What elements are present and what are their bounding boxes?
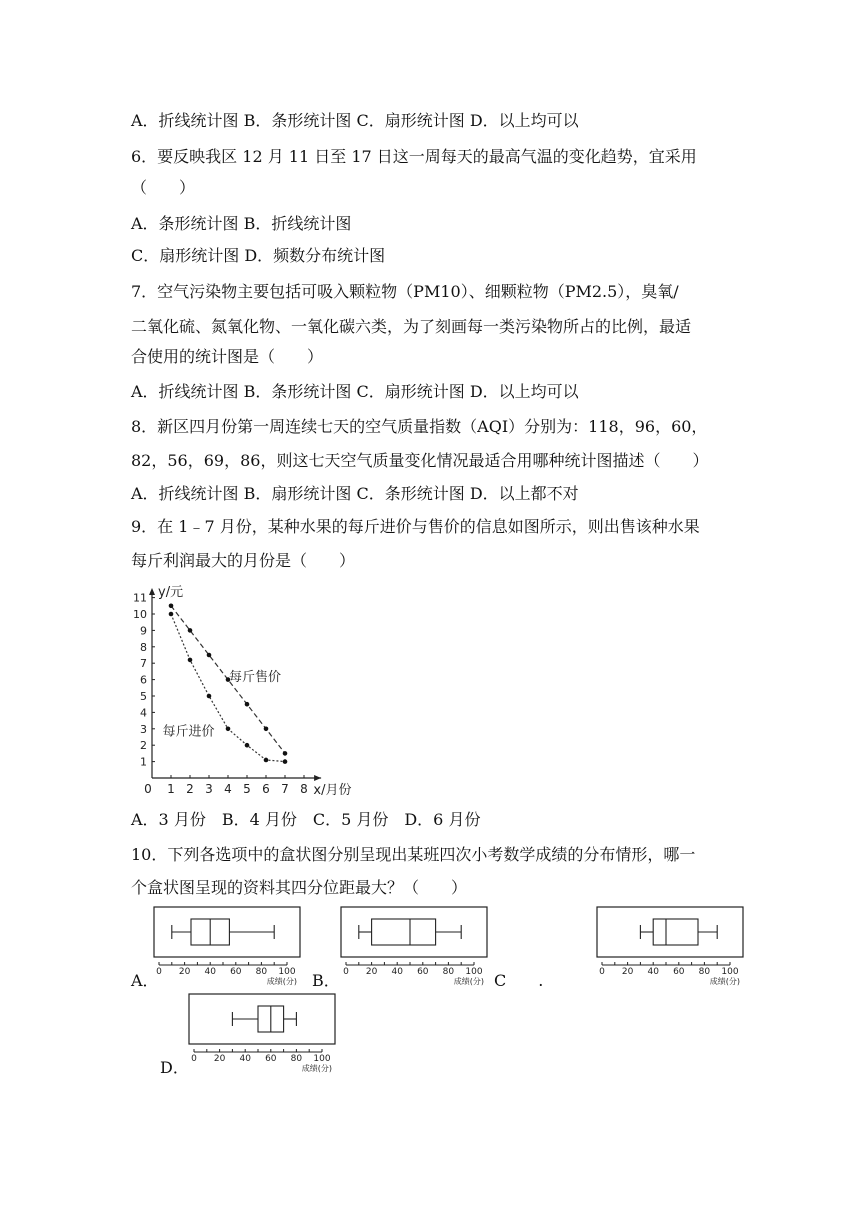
data-point [188,658,193,663]
series-label-cost-price: 每斤进价 [162,724,215,740]
option-d-label: D． [160,1058,189,1077]
q6-options-line1: A．条形统计图 B．折线统计图 [131,214,352,233]
data-point [245,743,250,748]
q9-stem-line2: 每斤利润最大的月份是（ ） [131,551,356,570]
x-tick-label: 3 [205,782,213,796]
y-tick-label: 6 [140,673,147,687]
y-tick-label: 7 [140,657,147,671]
q7-stem-line3: 合使用的统计图是（ ） [131,347,324,366]
y-tick-label: 3 [140,722,147,736]
score-axis-tick-label: 40 [239,1054,251,1064]
score-axis-tick-label: 80 [290,1054,303,1064]
score-axis-tick-label: 40 [204,967,216,977]
option-a-label: A． [131,971,159,990]
score-axis-label: 成绩(分) [266,977,297,986]
data-point [188,628,193,633]
score-axis-tick-label: 40 [391,967,403,977]
iqr-box [372,919,436,945]
y-axis-arrow [149,588,155,595]
score-axis-tick-label: 80 [255,967,268,977]
y-tick-label: 9 [140,624,147,638]
score-axis-label: 成绩(分) [453,977,484,986]
score-axis-label: 成绩(分) [709,977,740,986]
q8-stem-line1: 8．新区四月份第一周连续七天的空气质量指数（AQI）分别为：118，96，60， [131,417,708,436]
q7-stem-line2: 二氧化硫、氮氧化物、一氧化碳六类，为了刻画每一类污染物所占的比例，最适 [131,317,692,336]
x-tick-label: 1 [167,782,175,796]
score-axis-tick-label: 0 [191,1054,197,1064]
series-line-cost-price [171,614,285,762]
y-axis-label: y/元 [158,585,184,600]
x-tick-label: 2 [186,782,194,796]
y-tick-label: 2 [140,739,147,753]
score-axis-tick-label: 60 [417,967,429,977]
score-axis-tick-label: 100 [313,1054,331,1064]
score-axis-tick-label: 0 [599,967,605,977]
q8-options: A．折线统计图 B．扇形统计图 C．条形统计图 D．以上都不对 [131,484,579,503]
data-point [245,702,250,707]
option-d-boxplot [188,992,338,1074]
q6-stem-line2: （ ） [131,178,196,197]
option-d-boxplot-block [160,992,360,1080]
x-tick-label: 6 [262,782,270,796]
iqr-box [653,919,698,945]
option-b-label: B． [312,971,340,990]
score-axis-tick-label: 0 [156,967,162,977]
score-axis-tick-label: 20 [178,967,191,977]
q8-stem-line2: 82，56，69，86，则这七天空气质量变化情况最适合用哪种统计图描述（ ） [131,451,709,470]
q10-stem-line2: 个盒状图呈现的资料其四分位距最大？（ ） [131,878,468,897]
q9-options: A．3 月份 B．4 月份 C．5 月份 D．6 月份 [131,810,481,829]
option-c-boxplot-block [494,905,740,990]
y-tick-label: 11 [133,591,147,605]
data-point [283,751,288,756]
q5-options: A．折线统计图 B．条形统计图 C．扇形统计图 D．以上均可以 [131,111,579,130]
data-point [264,727,269,732]
score-axis-tick-label: 20 [621,967,634,977]
series-label-sale-price: 每斤售价 [228,670,281,686]
data-point [207,694,212,699]
q9-price-chart [128,582,368,802]
y-tick-label: 8 [140,640,147,654]
q6-options-line2: C．扇形统计图 D．频数分布统计图 [131,246,386,265]
y-tick-label: 4 [140,706,147,720]
data-point [226,727,231,732]
option-b-boxplot-block [312,905,482,990]
score-axis-tick-label: 0 [343,967,349,977]
q6-stem-line1: 6．要反映我区 12 月 11 日至 17 日这一周每天的最高气温的变化趋势，宜采用 [131,147,697,166]
data-point [169,604,174,609]
x-tick-label: 5 [243,782,251,796]
y-tick-label: 10 [133,608,147,621]
option-c-label: C . [494,971,544,990]
q7-options: A．折线统计图 B．条形统计图 C．扇形统计图 D．以上均可以 [131,382,579,401]
x-tick-label: 7 [281,782,289,796]
q7-stem-line1: 7．空气污染物主要包括可吸入颗粒物（PM10）、细颗粒物（PM2.5），臭氧/ [131,282,679,301]
score-axis-tick-label: 80 [442,967,455,977]
score-axis-tick-label: 100 [278,967,296,977]
option-a-boxplot [153,905,303,987]
x-tick-label: 8 [300,782,308,796]
x-tick-label: 0 [144,782,152,796]
score-axis-label: 成绩(分) [301,1064,332,1073]
x-tick-label: 4 [224,782,232,796]
option-a-boxplot-block [131,905,301,990]
score-axis-tick-label: 100 [721,967,739,977]
q10-stem-line1: 10．下列各选项中的盒状图分别呈现出某班四次小考数学成绩的分布情形，哪一 [131,845,696,864]
score-axis-tick-label: 60 [230,967,242,977]
score-axis-tick-label: 60 [673,967,685,977]
score-axis-tick-label: 60 [265,1054,277,1064]
data-point [207,653,212,658]
y-tick-label: 5 [140,690,147,703]
score-axis-tick-label: 100 [465,967,483,977]
score-axis-tick-label: 20 [213,1054,226,1064]
data-point [264,758,269,763]
x-axis-arrow [314,775,321,781]
option-b-boxplot [340,905,490,987]
x-axis-label: x/月份 [313,783,352,798]
y-tick-label: 1 [140,755,147,769]
data-point [283,759,288,764]
score-axis-tick-label: 80 [698,967,711,977]
q9-stem-line1: 9．在 1﹣7 月份，某种水果的每斤进价与售价的信息如图所示，则出售该种水果 [131,517,700,536]
score-axis-tick-label: 20 [365,967,378,977]
data-point [169,612,174,617]
option-c-boxplot [596,905,746,987]
score-axis-tick-label: 40 [647,967,659,977]
